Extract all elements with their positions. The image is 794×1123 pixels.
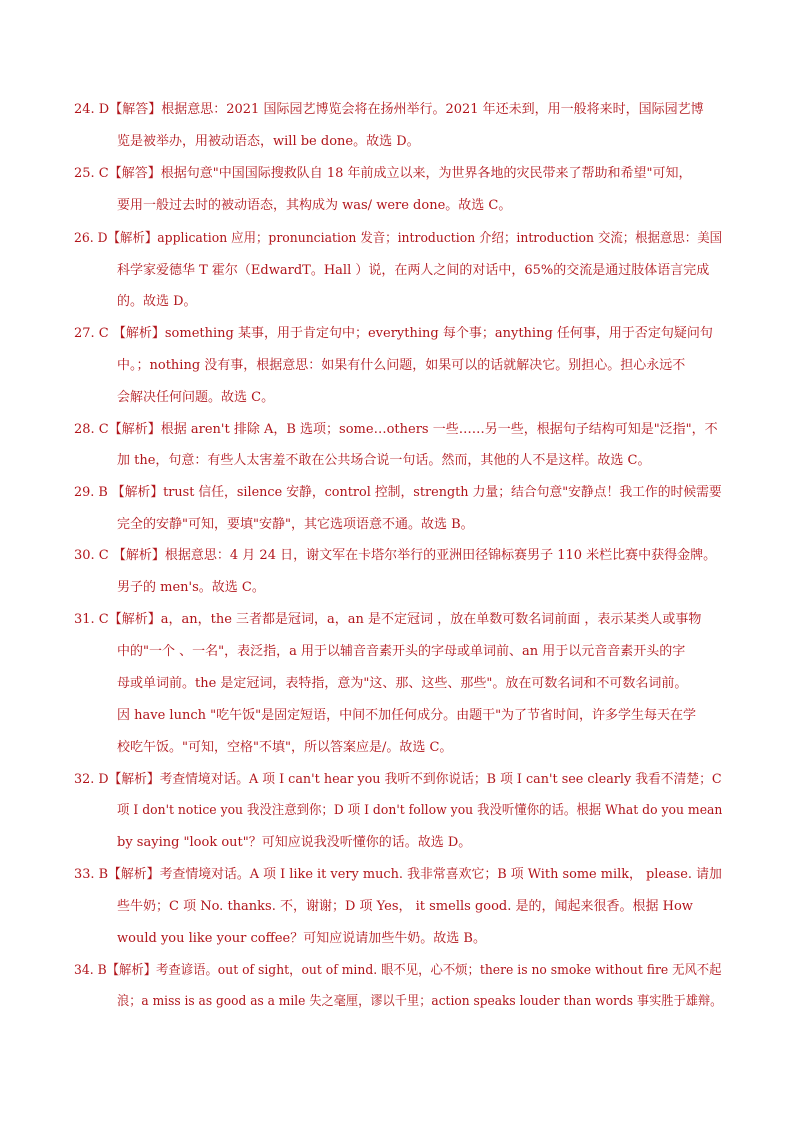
answer-34-line-2: 浪；a miss is as good as a mile 失之毫厘，谬以千里；action speaks louder than words 事实胜于雄辩。 — [117, 994, 723, 1009]
answer-25-line-1: 25. C【解答】根据句意"中国国际搜救队自 18 年前成立以来，为世界各地的灾民带来了帮助和希望"可知， — [74, 166, 692, 181]
answer-27-line-2: 中。；nothing 没有事，根据意思：如果有什么问题，如果可以的话就解决它。别担心。担心永远不 — [117, 358, 686, 373]
answer-34-line-1: 34. B【解析】考查谚语。out of sight，out of mind. 眼不见，心不烦；there is no smoke without fire 无风不起 — [74, 963, 722, 978]
answer-30-line-2: 男子的 men's。故选 C。 — [117, 580, 265, 595]
answer-33-line-3: would you like your coffee？可知应说请加些牛奶。故选 B。 — [117, 931, 486, 946]
answer-32-line-3: by saying "look out"？可知应说我没听懂你的话。故选 D。 — [117, 835, 472, 850]
answer-31-line-3: 母或单词前。the 是定冠词，表特指，意为"这、那、这些、那些"。放在可数名词和不可数名词前。 — [117, 676, 688, 691]
answer-26-line-1: 26. D【解析】application 应用；pronunciation 发音；introduction 介绍；introduction 交流；根据意思：美国 — [74, 231, 723, 246]
answer-33-line-2: 些牛奶；C 项 No. thanks. 不，谢谢；D 项 Yes， it smells good. 是的，闻起来很香。根据 How — [117, 899, 693, 914]
answer-29-line-2: 完全的安静"可知，要填"安静"，其它选项语意不通。故选 B。 — [117, 517, 474, 532]
answer-32-line-2: 项 I don't notice you 我没注意到你；D 项 I don't follow you 我没听懂你的话。根据 What do you mean — [117, 803, 723, 818]
answer-28-line-1: 28. C【解析】根据 aren't 排除 A，B 选项；some…others 一些……另一些，根据句子结构可知是"泛指"，不 — [74, 422, 718, 437]
answer-32-line-1: 32. D【解析】考查情境对话。A 项 I can't hear you 我听不到你说话；B 项 I can't see clearly 我看不清楚；C — [74, 772, 722, 787]
answer-24-line-2: 览是被举办，用被动语态，will be done。故选 D。 — [117, 134, 420, 149]
answer-31-line-2: 中的"一个 、一名"，表泛指，a 用于以辅音音素开头的字母或单词前、an 用于以元音音素开头的字 — [117, 644, 686, 659]
answer-31-line-5: 校吃午饭。"可知，空格"不填"，所以答案应是/。故选 C。 — [117, 740, 453, 755]
answer-30-line-1: 30. C 【解析】根据意思：4 月 24 日，谢文军在卡塔尔举行的亚洲田径锦标赛男子 110 米栏比赛中获得金牌。 — [74, 548, 717, 563]
answer-26-line-2: 科学家爱德华 T 霍尔（EdwardT。Hall ）说，在两人之间的对话中，65%的交流是通过肢体语言完成 — [117, 263, 710, 278]
answer-28-line-2: 加 the，句意：有些人太害羞不敢在公共场合说一句话。然而，其他的人不是这样。故选 C。 — [117, 453, 651, 468]
answer-27-line-1: 27. C 【解析】something 某事，用于肯定句中；everything 每个事；anything 任何事，用于否定句疑问句 — [74, 326, 713, 341]
answer-31-line-4: 因 have lunch "吃午饭"是固定短语，中间不加任何成分。由题干"为了节省时间，许多学生每天在学 — [117, 708, 697, 723]
answer-26-line-3: 的。故选 D。 — [117, 294, 197, 309]
answer-31-line-1: 31. C【解析】a，an，the 三者都是冠词，a，an 是不定冠词 ，放在单数可数名词前面 ，表示某类人或事物 — [74, 612, 702, 627]
answer-27-line-3: 会解决任何问题。故选 C。 — [117, 390, 275, 405]
answer-25-line-2: 要用一般过去时的被动语态，其构成为 was/ were done。故选 C。 — [117, 198, 512, 213]
answer-24-line-1: 24. D【解答】根据意思：2021 国际园艺博览会将在扬州举行。2021 年还未到，用一般将来时，国际园艺博 — [74, 102, 704, 117]
answer-29-line-1: 29. B 【解析】trust 信任，silence 安静，control 控制，strength 力量；结合句意"安静点！我工作的时候需要 — [74, 485, 722, 500]
answer-33-line-1: 33. B【解析】考查情境对话。A 项 I like it very much. 我非常喜欢它；B 项 With some milk， please. 请加 — [74, 867, 722, 882]
